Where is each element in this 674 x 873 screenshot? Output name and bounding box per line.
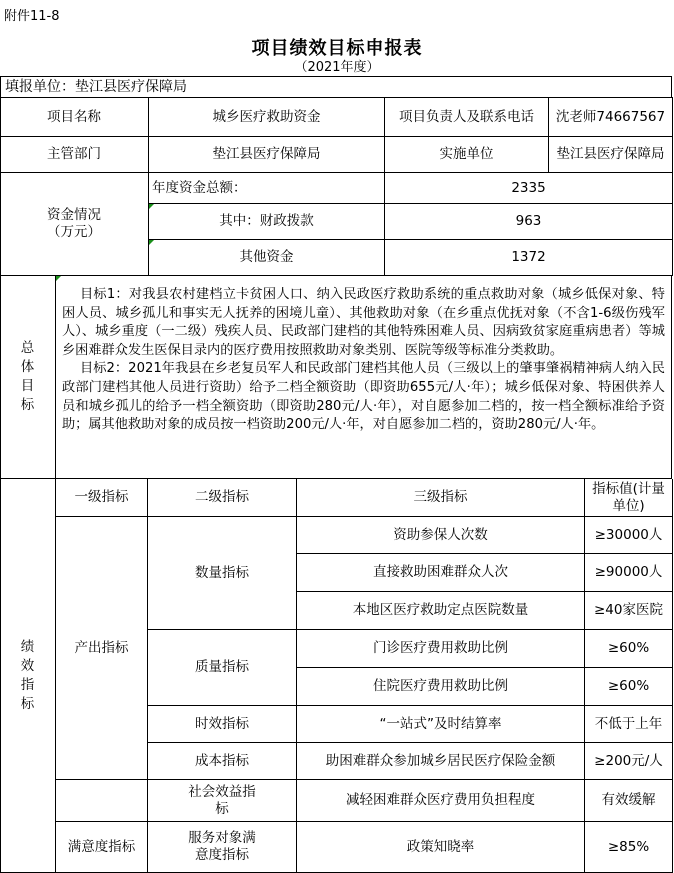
header-level1: 一级指标	[56, 479, 148, 517]
dept-value: 垫江县医疗保障局	[149, 137, 385, 173]
indicator-row-value: ≥40家医院	[585, 592, 673, 630]
indicator-row-value: ≥60%	[585, 630, 673, 668]
cell-marker-icon	[149, 240, 154, 245]
goal-1: 目标1：对我县农村建档立卡贫困人口、纳入民政医疗救助系统的重点救助对象（城乡低保对象、特困人员、城乡孤儿和事实无人抚养的困境儿童）、其他救助对象（在乡重点优抚对象（不含1-6级伤残军人）、城乡重度（一二级）残疾人员、民政部门建档的其他特殊困难人员、因病致贫家庭重病患者）等城乡困难群众发生医保目录内的医疗费用按照救助对象类别、医院等级等标准分类救助。	[62, 287, 665, 358]
indicator-row-name: 减轻困难群众医疗费用负担程度	[297, 780, 585, 822]
funds-other: 1372	[385, 240, 673, 276]
timeliness-indicator: 时效指标	[148, 706, 297, 743]
indicator-row-value: 有效缓解	[585, 780, 673, 822]
goals-content	[56, 276, 672, 479]
funds-total-label: 年度资金总额：	[149, 173, 385, 204]
indicator-row-name: 住院医疗费用救助比例	[297, 668, 585, 706]
cell-marker-icon	[56, 276, 61, 281]
indicator-row-value: 不低于上年	[585, 706, 673, 743]
cell-marker-icon	[149, 204, 154, 209]
satisfaction-indicator: 满意度指标	[56, 822, 148, 873]
quantity-indicator: 数量指标	[148, 517, 297, 630]
project-name: 城乡医疗救助资金	[149, 98, 385, 137]
goal-2: 目标2：2021年我县在乡老复员军人和民政部门建档其他人员（三级以上的肇事肇祸精神病人纳入民政部门建档其他人员进行资助）给予二档全额资助（即资助655元/人·年）；城乡低保对象、特困供养人员和城乡孤儿的给予一档全额资助（即资助280元/人·年），对自愿参加二档的，按一档全额标准给予资助；属其他救助对象的成员按一档资助200元/人·年，对自愿参加二档的，资助280元/人·年。	[62, 361, 665, 433]
indicator-row-name: 直接救助困难群众人次	[297, 554, 585, 592]
funds-label: 资金情况 （万元）	[0, 173, 149, 276]
indicator-row-name: 本地区医疗救助定点医院数量	[297, 592, 585, 630]
impl-value: 垫江县医疗保障局	[549, 137, 673, 173]
quality-indicator: 质量指标	[148, 630, 297, 706]
indicator-row-name: 门诊医疗费用救助比例	[297, 630, 585, 668]
reporting-unit	[0, 76, 672, 97]
header-level3: 三级指标	[297, 479, 585, 517]
output-indicator: 产出指标	[56, 517, 148, 780]
indicator-row-value: ≥200元/人	[585, 743, 673, 780]
page-title: 项目绩效目标申报表	[251, 38, 423, 59]
funds-fiscal: 963	[385, 204, 673, 240]
indicator-row-value: ≥60%	[585, 668, 673, 706]
page-subtitle: （2021年度）	[294, 60, 380, 75]
indicator-row-value: ≥85%	[585, 822, 673, 873]
goals-label: 总体目标	[0, 276, 56, 479]
effect-indicator	[56, 780, 148, 822]
impl-label: 实施单位	[385, 137, 549, 173]
indicator-row-name: 助困难群众参加城乡居民医疗保险金额	[297, 743, 585, 780]
indicator-row-value: ≥30000人	[585, 517, 673, 554]
contact-label: 项目负责人及联系电话	[385, 98, 549, 137]
dept-label: 主管部门	[0, 137, 149, 173]
funds-fiscal-label: 其中：财政拨款	[149, 204, 385, 240]
contact-value: 沈老师74667567	[549, 98, 673, 137]
header-level2: 二级指标	[148, 479, 297, 517]
service-satisfaction-indicator: 服务对象满意度指标	[148, 822, 297, 873]
indicators-label: 绩效指标	[0, 479, 56, 873]
project-name-label: 项目名称	[0, 98, 149, 137]
funds-other-label: 其他资金	[149, 240, 385, 276]
cost-indicator: 成本指标	[148, 743, 297, 780]
indicator-row-name: “一站式”及时结算率	[297, 706, 585, 743]
indicator-row-value: ≥90000人	[585, 554, 673, 592]
indicator-row-name: 资助参保人次数	[297, 517, 585, 554]
social-indicator: 社会效益指标	[148, 780, 297, 822]
attachment-label: 附件11-8	[4, 9, 60, 24]
header-value: 指标值(计量单位)	[585, 479, 673, 517]
reporting-unit-label: 填报单位：	[5, 79, 75, 95]
indicator-row-name: 政策知晓率	[297, 822, 585, 873]
funds-total: 2335	[385, 173, 673, 204]
reporting-unit-value: 垫江县医疗保障局	[75, 79, 187, 95]
